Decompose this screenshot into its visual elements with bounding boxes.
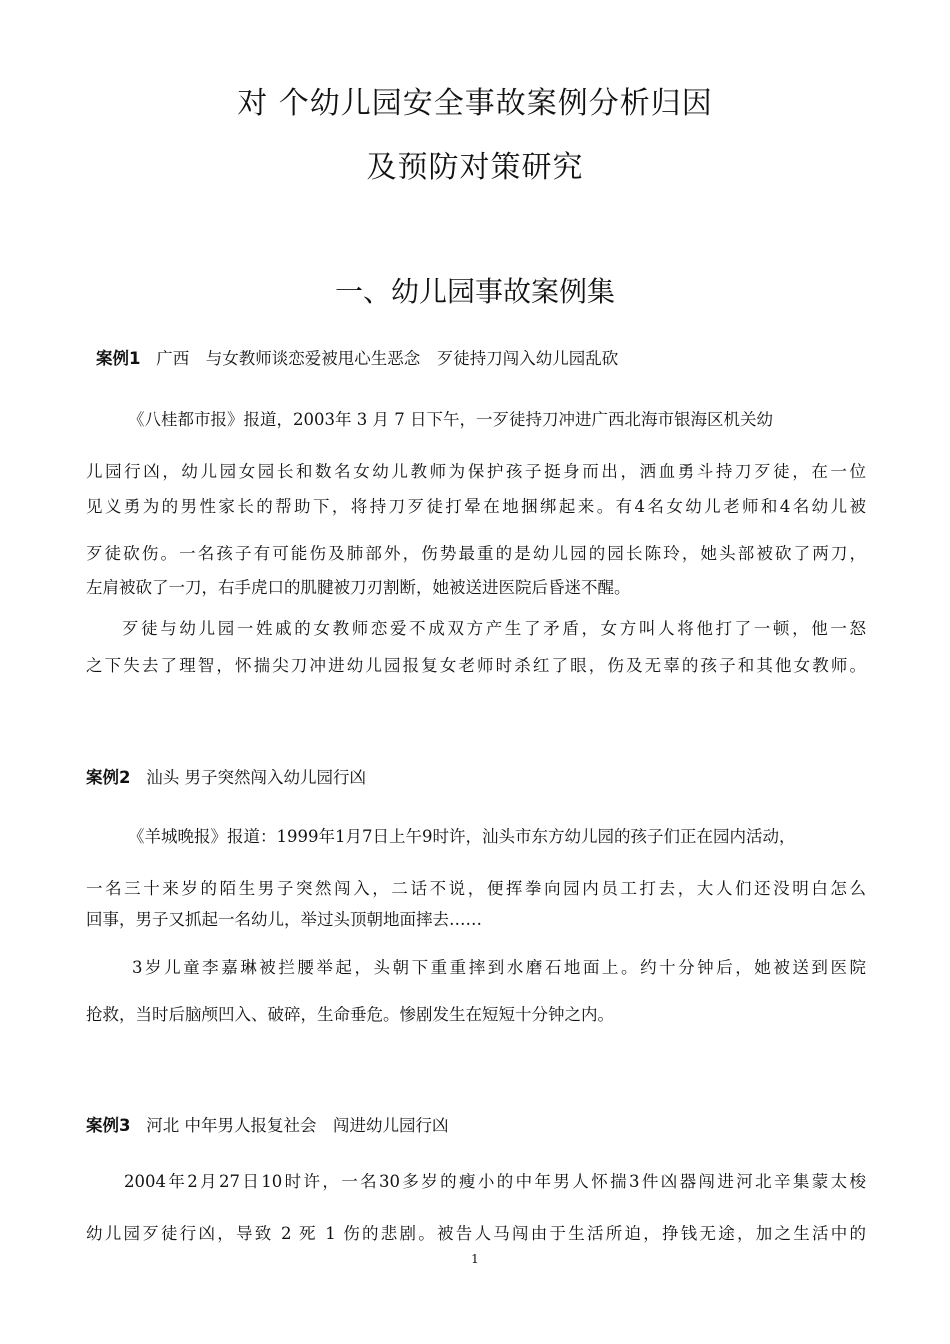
doc-title-line-2: 及预防对策研究 xyxy=(366,150,584,185)
case-2-line-4: 3岁儿童李嘉琳被拦腰举起，头朝下重重摔到水磨石地面上。约十分钟后，她被送到医院 xyxy=(132,958,866,977)
case-3-label: 案例3 xyxy=(86,1116,131,1135)
case-2-heading xyxy=(86,764,366,788)
case-1-label: 案例1 xyxy=(96,349,141,368)
case-2-line-1: 《羊城晚报》报道：1999年1月7日上午9时许，汕头市东方幼儿园的孩子们正在园内活动， xyxy=(128,827,796,846)
case-1-line-7: 之下失去了理智，怀揣尖刀冲进幼儿园报复女老师时杀红了眼，伤及无辜的孩子和其他女教师。 xyxy=(86,656,866,675)
case-3-title: 河北 中年男人报复社会 闯进幼儿园行凶 xyxy=(146,1116,449,1135)
case-1-line-6: 歹徒与幼儿园一姓戚的女教师恋爱不成双方产生了矛盾，女方叫人将他打了一顿，他一怒 xyxy=(122,619,866,638)
case-1-heading xyxy=(96,345,618,369)
case-3-line-1: 2004年2月27日10时许，一名30多岁的瘦小的中年男人怀揣3件凶器闯进河北辛集蒙太梭 xyxy=(124,1172,866,1191)
case-2-line-3: 回事，男子又抓起一名幼儿，举过头顶朝地面摔去…… xyxy=(86,910,482,929)
case-1-line-1: 《八桂都市报》报道，2003年 3 月 7 日下午，一歹徒持刀冲进广西北海市银海区机关幼 xyxy=(128,410,773,429)
case-3-heading xyxy=(86,1112,448,1136)
case-2-line-2: 一名三十来岁的陌生男子突然闯入，二话不说，便挥拳向园内员工打去，大人们还没明白怎么 xyxy=(86,879,866,898)
section-heading: 一、幼儿园事故案例集 xyxy=(334,275,615,308)
case-2-line-5: 抢救，当时后脑颅凹入、破碎，生命垂危。惨剧发生在短短十分钟之内。 xyxy=(86,1005,614,1024)
case-3-line-2: 幼儿园歹徒行凶，导致 2 死 1 伤的悲剧。被告人马闯由于生活所迫，挣钱无途，加之生活中的 xyxy=(86,1224,866,1243)
case-2-label: 案例2 xyxy=(86,768,131,787)
case-1-line-2: 儿园行凶，幼儿园女园长和数名女幼儿教师为保护孩子挺身而出，洒血勇斗持刀歹徒，在一位 xyxy=(86,462,866,481)
page-number: 1 xyxy=(471,1252,479,1266)
case-1-line-3: 见义勇为的男性家长的帮助下，将持刀歹徒打晕在地捆绑起来。有4名女幼儿老师和4名幼儿被 xyxy=(86,497,866,516)
case-1-line-4: 歹徒砍伤。一名孩子有可能伤及肺部外，伤势最重的是幼儿园的园长陈玲，她头部被砍了两刀， xyxy=(86,544,866,563)
case-1-title: 广西 与女教师谈恋爱被甩心生恶念 歹徒持刀闯入幼儿园乱砍 xyxy=(156,349,619,368)
case-2-title: 汕头 男子突然闯入幼儿园行凶 xyxy=(146,768,366,787)
doc-title-line-1: 对 个幼儿园安全事故案例分析归因 xyxy=(237,86,713,121)
case-1-line-5: 左肩被砍了一刀，右手虎口的肌腱被刀刃割断，她被送进医院后昏迷不醒。 xyxy=(86,578,631,597)
